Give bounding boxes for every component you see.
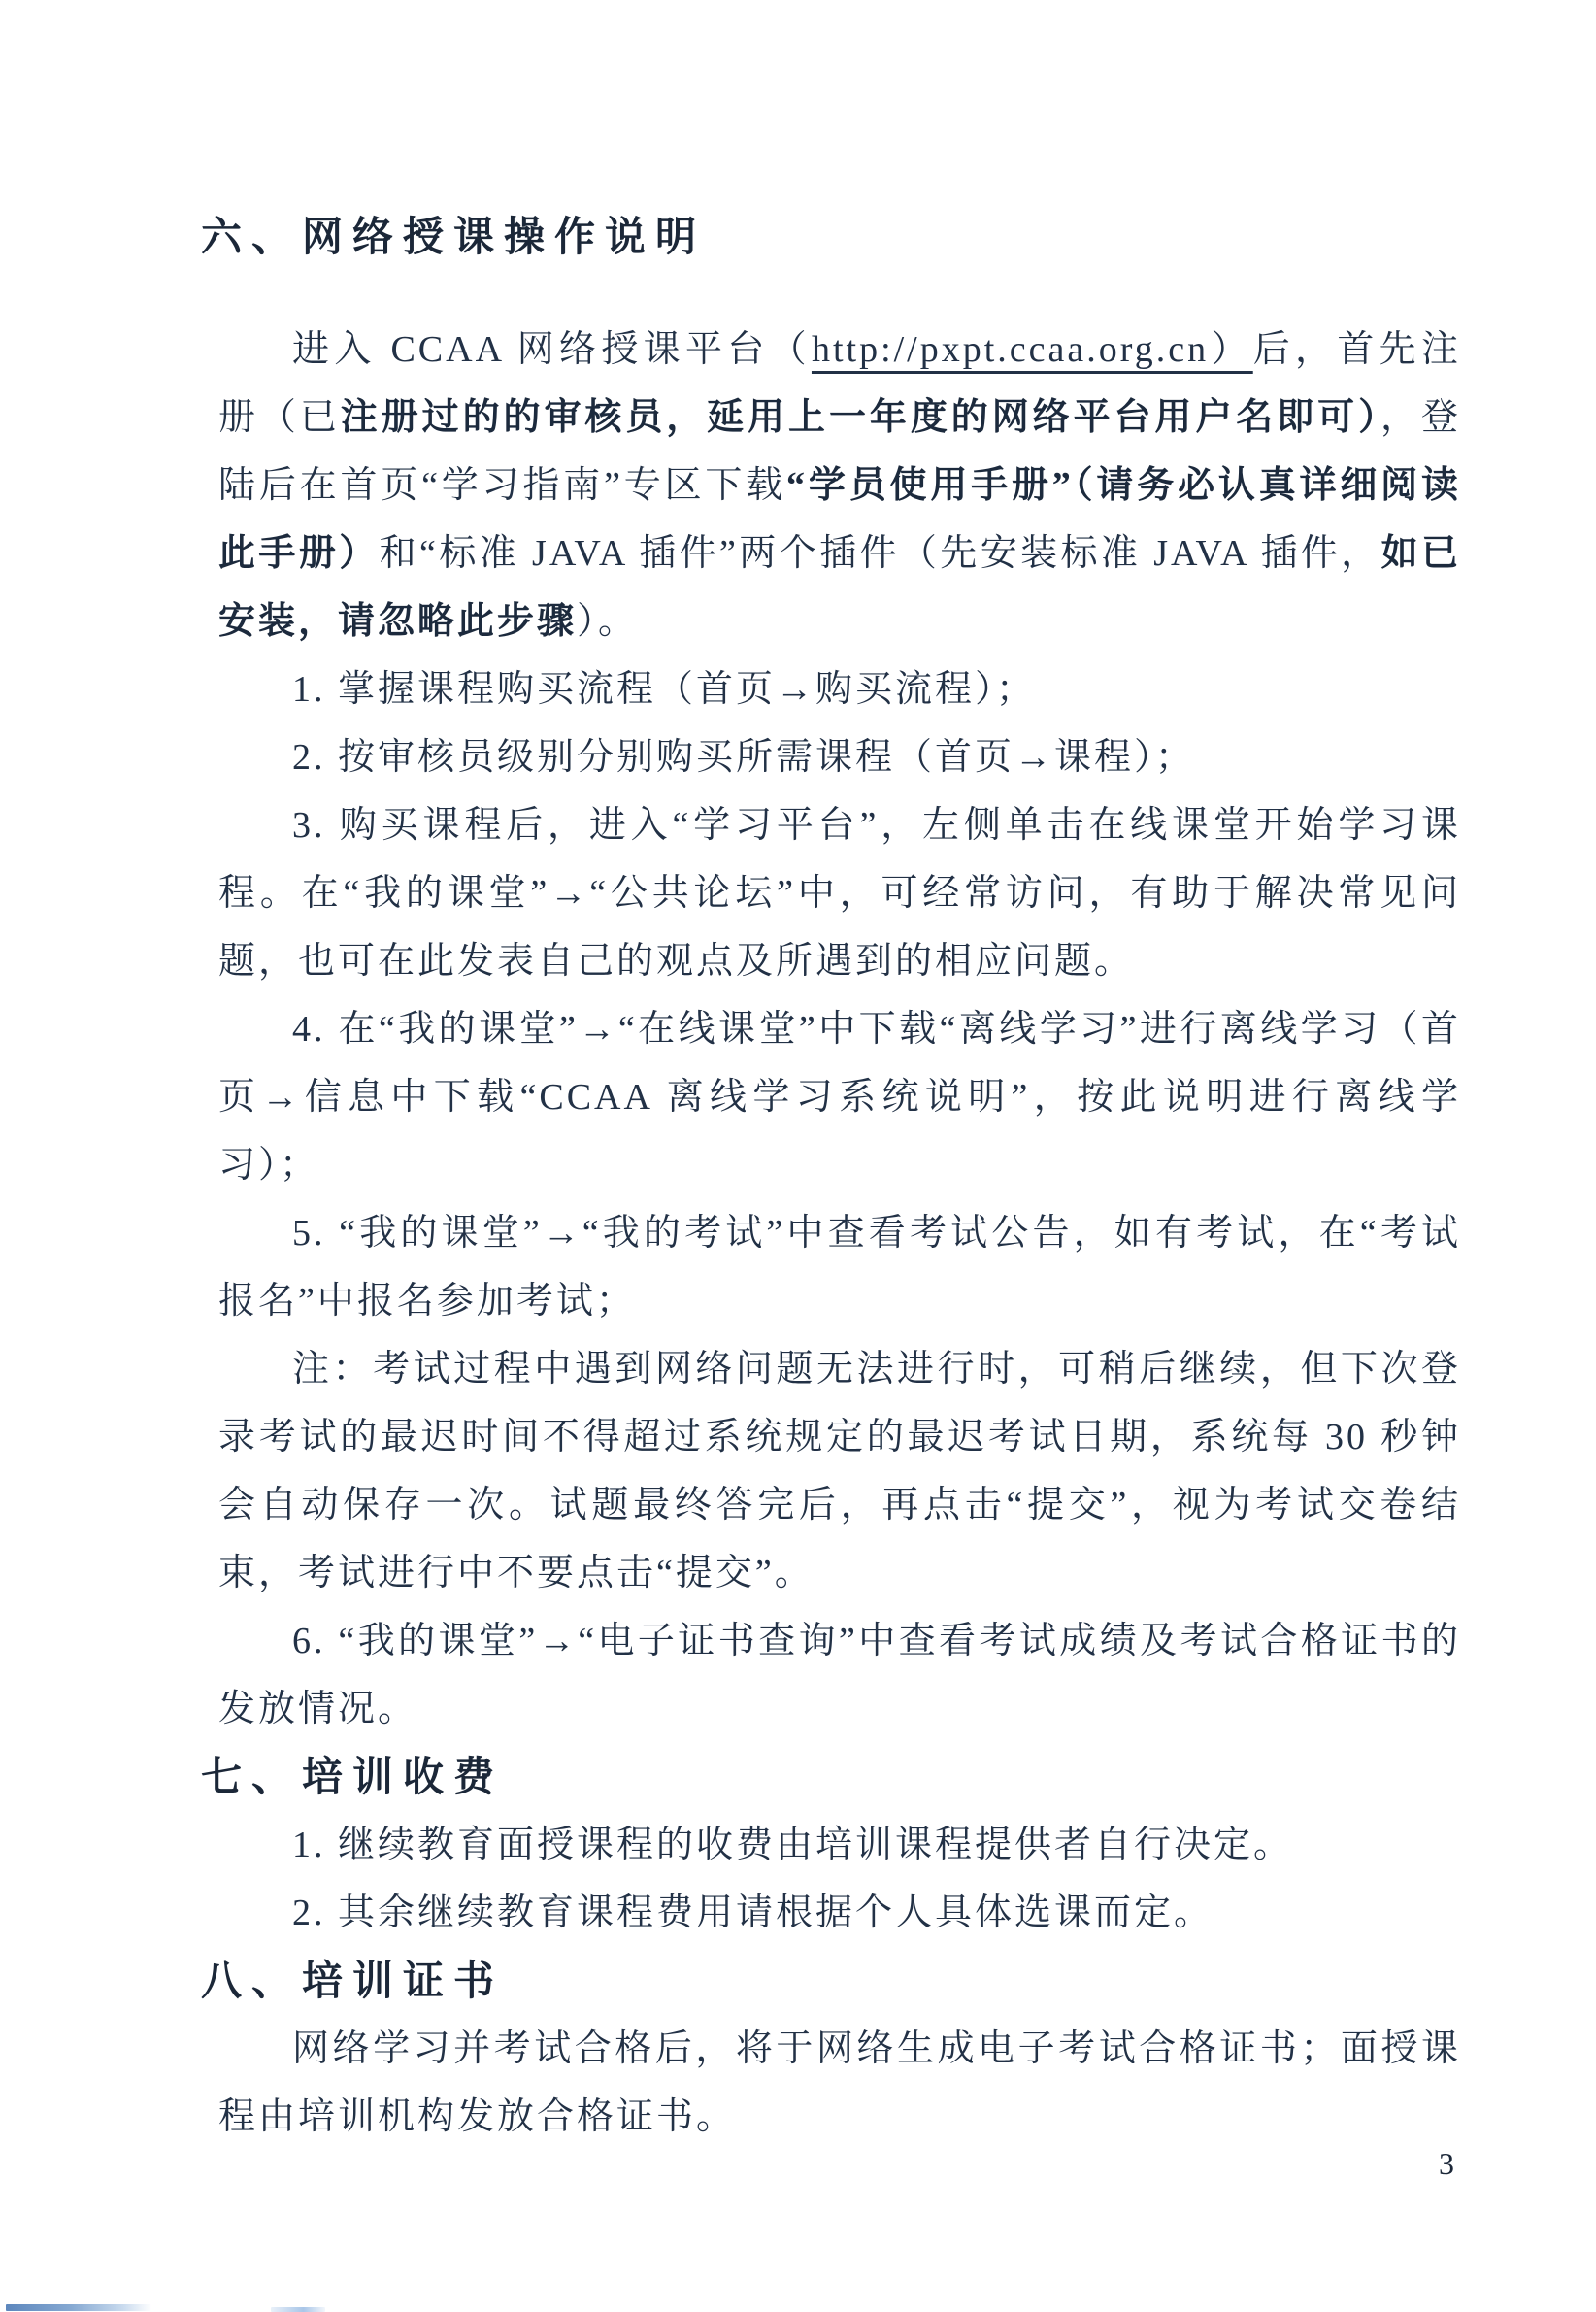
body-paragraph xyxy=(218,1811,1461,1879)
section-heading xyxy=(201,1947,1461,2015)
bold-text-run: “学员使用手册”（请务必认真详细阅读此手册） xyxy=(218,465,1461,574)
body-paragraph xyxy=(218,316,1461,655)
scan-artifact-chip xyxy=(271,2307,325,2312)
text-run: ，登陆后在首页“学习指南”专区下载 xyxy=(218,397,1461,506)
text-run: 网络学习并考试合格后，将于网络生成电子考试合格证书；面授课程由培训机构发放合格证书。 xyxy=(218,2028,1461,2137)
body-paragraph xyxy=(218,1199,1461,1335)
body-paragraph xyxy=(218,723,1461,791)
url-text: http://pxpt.ccaa.org.cn） xyxy=(811,329,1253,370)
body-paragraph xyxy=(218,1335,1461,1607)
bold-text-run: 如已安装，请忽略此步骤 xyxy=(218,533,1461,642)
body-paragraph xyxy=(218,1879,1461,1947)
body-paragraph xyxy=(218,655,1461,723)
text-run: 4. 在“我的课堂”→“在线课堂”中下载“离线学习”进行离线学习（首页→信息中下载“CCAA 离线学习系统说明”，按此说明进行离线学习）； xyxy=(218,1009,1461,1186)
text-run: 后，首先注册（已 xyxy=(218,329,1461,438)
section-heading xyxy=(201,1743,1461,1811)
text-run: 七、培训收费 xyxy=(201,1753,505,1800)
body-paragraph xyxy=(218,995,1461,1199)
text-run: 注：考试过程中遇到网络问题无法进行时，可稍后继续，但下次登录考试的最迟时间不得超过系统规定的最迟考试日期，系统每 30 秒钟会自动保存一次。试题最终答完后，再点击“提交”，视为考试交卷结束，考试进行中不要点击“提交”。 xyxy=(218,1349,1461,1593)
text-run: 六、网络授课操作说明 xyxy=(201,213,707,260)
section-heading xyxy=(201,203,1461,271)
body-paragraph xyxy=(218,791,1461,995)
text-run: ）。 xyxy=(577,601,639,642)
body-paragraph xyxy=(218,2015,1461,2151)
text-run: 八、培训证书 xyxy=(201,1957,505,2004)
text-run: 1. 继续教育面授课程的收费由培训课程提供者自行决定。 xyxy=(292,1825,1294,1865)
document-body xyxy=(201,203,1461,2151)
page-number: 3 xyxy=(1439,2146,1454,2181)
bold-text-run: 注册过的的审核员，延用上一年度的网络平台用户名即可） xyxy=(340,397,1381,438)
scan-artifact-bar xyxy=(6,2304,151,2311)
text-run: 5. “我的课堂”→“我的考试”中查看考试公告，如有考试，在“考试报名”中报名参加考试； xyxy=(218,1213,1461,1322)
text-run: 和“标准 JAVA 插件”两个插件（先安装标准 JAVA 插件， xyxy=(379,533,1381,574)
text-run: 1. 掌握课程购买流程（首页→购买流程）； xyxy=(292,669,1037,710)
text-run: 3. 购买课程后，进入“学习平台”，左侧单击在线课堂开始学习课程。在“我的课堂”→“公共论坛”中，可经常访问，有助于解决常见问题，也可在此发表自己的观点及所遇到的相应问题。 xyxy=(218,805,1461,982)
body-paragraph xyxy=(218,1607,1461,1743)
text-run: 2. 按审核员级别分别购买所需课程（首页→课程）； xyxy=(292,737,1196,778)
text-run: 6. “我的课堂”→“电子证书查询”中查看考试成绩及考试合格证书的发放情况。 xyxy=(218,1621,1461,1729)
text-run: 2. 其余继续教育课程费用请根据个人具体选课而定。 xyxy=(292,1893,1214,1933)
text-run: 进入 CCAA 网络授课平台（ xyxy=(292,329,812,370)
